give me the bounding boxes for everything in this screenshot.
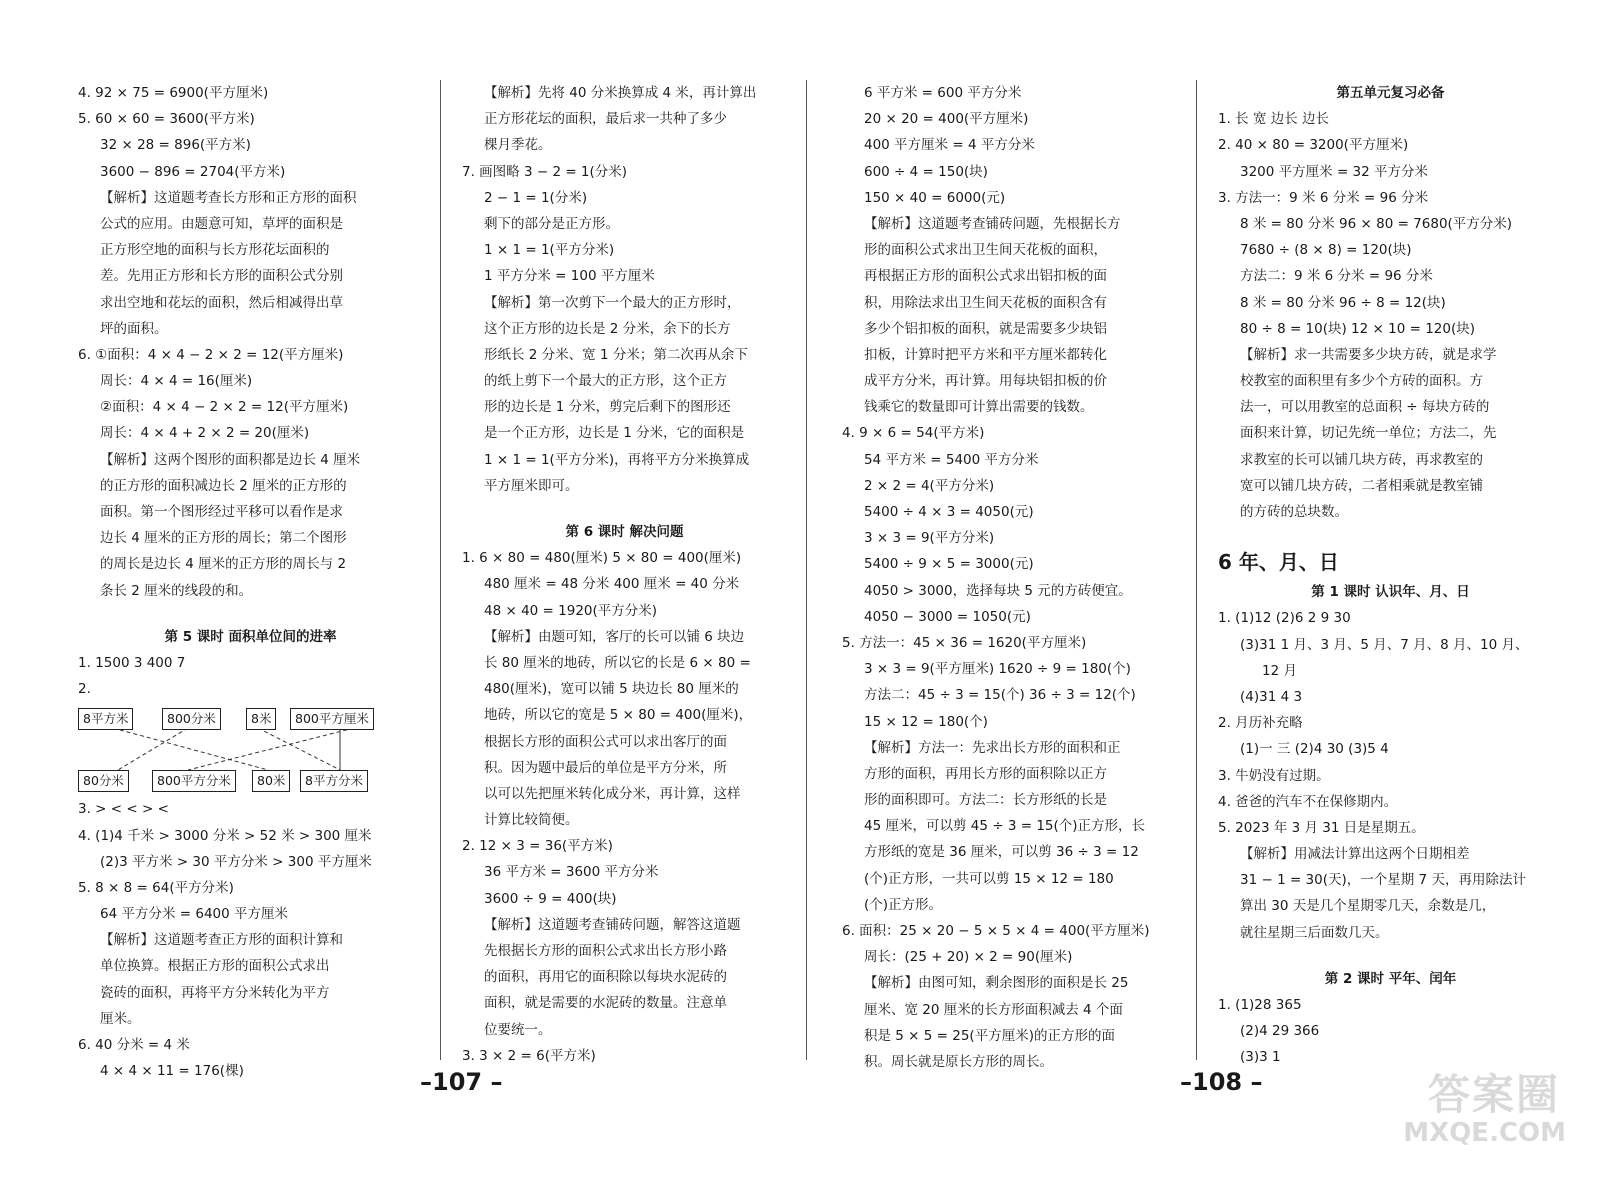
answer-line: 就往星期三后面数几天。	[1240, 924, 1389, 941]
answer-line: 8 米 = 80 分米 96 ÷ 8 = 12(块)	[1240, 294, 1446, 311]
answer-line: (1)一 三 (2)4 30 (3)5 4	[1240, 741, 1389, 758]
answer-line: 80 ÷ 8 = 10(块) 12 × 10 = 120(块)	[1240, 320, 1476, 337]
answer-line: 的面积，再用它的面积除以每块水泥砖的	[484, 969, 727, 986]
answer-line: 条长 2 厘米的线段的和。	[100, 582, 253, 599]
answer-line: 是一个正方形，边长是 1 分米，它的面积是	[484, 425, 745, 442]
matching-figure	[78, 704, 408, 794]
answer-line: 【解析】由题可知，客厅的长可以铺 6 块边	[484, 628, 745, 645]
answer-line: 1 × 1 = 1(平方分米)	[484, 242, 615, 259]
match-box: 8平方分米	[300, 770, 368, 792]
chapter-title-6: 6 年、月、日	[1218, 550, 1339, 575]
page-number-right: –108 –	[1180, 1068, 1263, 1096]
answer-line: 算出 30 天是几个星期零几天，余数是几，	[1240, 898, 1496, 915]
answer-line: 方形的面积，再用长方形的面积除以正方	[864, 765, 1107, 782]
answer-line: 方法二：9 米 6 分米 = 96 分米	[1240, 268, 1433, 285]
section-title-lesson6: 第 6 课时 解决问题	[565, 524, 684, 540]
spacer	[78, 604, 423, 624]
answer-line: 正方形花坛的面积，最后求一共种了多少	[484, 111, 727, 128]
answer-line: 厘米。	[100, 1010, 141, 1027]
answer-line: 6. 40 分米 = 4 米	[78, 1037, 190, 1053]
answer-line: 1. 长 宽 边长 边长	[1218, 111, 1330, 128]
answer-line: 计算比较简便。	[484, 812, 579, 829]
match-box: 8平方米	[78, 708, 133, 730]
section-title-lesson5: 第 5 课时 面积单位间的进率	[164, 628, 337, 645]
answer-line: 31 − 1 = 30(天)，一个星期 7 天，再用除法计	[1240, 872, 1526, 889]
answer-line: 6 平方米 = 600 平方分米	[864, 85, 1022, 101]
answer-line: 再根据正方形的面积公式求出铝扣板的面	[864, 268, 1107, 285]
section-title-ch6-lesson2: 第 2 课时 平年、闰年	[1324, 970, 1457, 987]
match-box: 800分米	[162, 708, 221, 730]
answer-line: 4. (1)4 千米 > 3000 分米 > 52 米 > 300 厘米	[78, 827, 372, 844]
match-box: 80米	[252, 770, 290, 792]
page-number-left: –107 –	[420, 1068, 503, 1096]
answer-line: 5400 ÷ 4 × 3 = 4050(元)	[864, 504, 1034, 520]
match-box: 8米	[246, 708, 276, 730]
answer-line: 这个正方形的边长是 2 分米，余下的长方	[484, 320, 731, 337]
answer-line: 5. 2023 年 3 月 31 日是星期五。	[1218, 819, 1425, 836]
answer-line: 积。周长就是原长方形的周长。	[864, 1053, 1053, 1070]
answer-line: 周长：(25 + 20) × 2 = 90(厘米)	[864, 949, 1073, 966]
answer-line: 方法二：45 ÷ 3 = 15(个) 36 ÷ 3 = 12(个)	[864, 687, 1136, 704]
answer-line: 5. 60 × 60 = 3600(平方米)	[78, 111, 255, 128]
answer-line: 以可以先把厘米转化成分米，再计算，这样	[484, 785, 741, 802]
answer-line: 6. ①面积：4 × 4 − 2 × 2 = 12(平方厘米)	[78, 346, 344, 363]
answer-line: 2 × 2 = 4(平方分米)	[864, 477, 995, 494]
answer-line: 积。因为题中最后的单位是平方分米，所	[484, 759, 727, 776]
answer-line: 【解析】求一共需要多少块方砖，就是求学	[1240, 346, 1497, 363]
answer-line: 边长 4 厘米的正方形的周长；第二个图形	[100, 530, 347, 547]
col3-lines	[842, 80, 1187, 1075]
answer-line: 根据长方形的面积公式可以求出客厅的面	[484, 733, 727, 750]
answer-line: 480(厘米)，宽可以铺 5 块边长 80 厘米的	[484, 681, 739, 698]
answer-line: 3. 方法一：9 米 6 分米 = 96 分米	[1218, 189, 1429, 206]
answer-line: (个)正方形。	[864, 896, 943, 913]
answer-line: 15 × 12 = 180(个)	[864, 713, 988, 730]
answer-line: 【解析】由图可知，剩余图形的面积是长 25	[864, 975, 1129, 992]
answer-line: 5. 方法一：45 × 36 = 1620(平方厘米)	[842, 634, 1087, 651]
answer-line: 的纸上剪下一个最大的正方形，这个正方	[484, 373, 727, 390]
answer-line: 480 厘米 = 48 分米 400 厘米 = 40 分米	[484, 576, 740, 593]
answer-line: 6. 面积：25 × 20 − 5 × 5 × 4 = 400(平方厘米)	[842, 923, 1150, 939]
answer-line: 3200 平方厘米 = 32 平方分米	[1240, 163, 1429, 180]
answer-line: 4. 92 × 75 = 6900(平方厘米)	[78, 85, 269, 101]
answer-line: 公式的应用。由题意可知，草坪的面积是	[100, 215, 343, 232]
answer-line: 7. 画图略 3 − 2 = 1(分米)	[462, 163, 628, 180]
answer-line: 成平方分米，再计算。用每块铝扣板的价	[864, 373, 1107, 390]
answer-line: 面积。第一个图形经过平移可以看作是求	[100, 504, 343, 520]
answer-line: 3600 ÷ 9 = 400(块)	[484, 890, 617, 907]
column-divider-1	[440, 80, 441, 1060]
answer-line: 的周长是边长 4 厘米的正方形的周长与 2	[100, 556, 347, 573]
match-box: 800平方厘米	[290, 708, 374, 730]
answer-line: 1. (1)12 (2)6 2 9 30	[1218, 610, 1351, 627]
col2a-lines	[462, 80, 787, 499]
answer-line: 厘米、宽 20 厘米的长方形面积减去 4 个面	[864, 1001, 1123, 1018]
answer-line: 扣板，计算时把平方米和平方厘米都转化	[864, 346, 1107, 363]
answer-line: 形纸长 2 分米、宽 1 分米；第二次再从余下	[484, 346, 748, 363]
answer-line: 剩下的部分是正方形。	[484, 215, 619, 232]
answer-line: 周长：4 × 4 = 16(厘米)	[100, 373, 253, 390]
answer-line: 3 × 3 = 9(平方分米)	[864, 530, 995, 547]
answer-line: 4. 9 × 6 = 54(平方米)	[842, 425, 985, 442]
watermark-url: MXQE.COM	[1403, 1118, 1566, 1148]
answer-line: 4050 > 3000，选择每块 5 元的方砖便宜。	[864, 582, 1132, 599]
column-divider-3	[1196, 80, 1197, 1060]
answer-line: 【解析】这道题考查铺砖问题，先根据长方	[864, 215, 1121, 232]
answer-line: 20 × 20 = 400(平方厘米)	[864, 111, 1029, 128]
answer-line: 1. 1500 3 400 7	[78, 654, 186, 671]
answer-line: 位要统一。	[484, 1021, 552, 1038]
answer-line: 4050 − 3000 = 1050(元)	[864, 608, 1031, 625]
answer-line: 54 平方米 = 5400 平方分米	[864, 451, 1039, 468]
answer-line: 2. 月历补充略	[1218, 715, 1303, 732]
column-1	[78, 80, 423, 1084]
match-box: 80分米	[78, 770, 129, 792]
answer-line: 8 米 = 80 分米 96 × 80 = 7680(平方分米)	[1240, 215, 1513, 232]
answer-line: 先根据长方形的面积公式求出长方形小路	[484, 943, 727, 959]
answer-line: 48 × 40 = 1920(平方分米)	[484, 602, 658, 619]
column-divider-2	[806, 80, 807, 1060]
answer-line: 【解析】先将 40 分米换算成 4 米，再计算出	[484, 85, 757, 101]
answer-line: 周长：4 × 4 + 2 × 2 = 20(厘米)	[100, 425, 310, 442]
col4c-lines	[1218, 992, 1563, 1071]
column-3	[842, 80, 1187, 1075]
watermark-logo: 答案圈	[1427, 1070, 1560, 1119]
answer-line: 64 平方分米 = 6400 平方厘米	[100, 906, 289, 923]
answer-line: 3. 牛奶没有过期。	[1218, 767, 1330, 784]
answer-line: 钱乘它的数量即可计算出需要的钱数。	[864, 399, 1094, 416]
answer-line: 2. 12 × 3 = 36(平方米)	[462, 838, 613, 855]
answer-line: (2)3 平方米 > 30 平方分米 > 300 平方厘米	[100, 853, 372, 870]
answer-line: 宽可以铺几块方砖，二者相乘就是教室铺	[1240, 477, 1483, 494]
answer-line: 坪的面积。	[100, 320, 168, 337]
answer-line: 棵月季花。	[484, 137, 552, 154]
answer-line: 法一，可以用教室的总面积 ÷ 每块方砖的	[1240, 399, 1490, 416]
answer-line: 1 平方分米 = 100 平方厘米	[484, 268, 655, 285]
answer-line: 36 平方米 = 3600 平方分米	[484, 864, 659, 881]
answer-line: 平方厘米即可。	[484, 477, 579, 494]
answer-line: 2. 40 × 80 = 3200(平方厘米)	[1218, 137, 1409, 154]
spacer	[1218, 946, 1563, 966]
answer-line: 2 − 1 = 1(分米)	[484, 189, 588, 206]
answer-line: 【解析】这道题考查铺砖问题，解答这道题	[484, 916, 741, 933]
answer-line: 32 × 28 = 896(平方米)	[100, 137, 251, 154]
spacer	[1218, 525, 1563, 545]
answer-line: 1. (1)28 365	[1218, 997, 1302, 1013]
answer-line: 5. 8 × 8 = 64(平方分米)	[78, 879, 234, 896]
answer-line: 形的面积公式求出卫生间天花板的面积，	[864, 242, 1107, 259]
answer-line: 长 80 厘米的地砖，所以它的长是 6 × 80 =	[484, 654, 751, 671]
answer-line: 的方砖的总块数。	[1240, 504, 1348, 520]
col4b-lines	[1218, 605, 1563, 945]
answer-line: 求出空地和花坛的面积，然后相减得出草	[100, 294, 343, 311]
col4a-lines	[1218, 106, 1563, 525]
answer-line: 1. 6 × 80 = 480(厘米) 5 × 80 = 400(厘米)	[462, 550, 742, 567]
answer-line: 差。先用正方形和长方形的面积公式分别	[100, 268, 343, 285]
answer-line: (个)正方形，一共可以剪 15 × 12 = 180	[864, 870, 1114, 887]
column-2	[462, 80, 787, 1069]
answer-line: 4 × 4 × 11 = 176(棵)	[100, 1063, 244, 1080]
answer-line: 【解析】方法一：先求出长方形的面积和正	[864, 739, 1121, 756]
answer-line: 单位换算。根据正方形的面积公式求出	[100, 958, 330, 975]
answer-line: 积，用除法求出卫生间天花板的面积含有	[864, 294, 1107, 311]
answer-line: 形的面积即可。方法二：长方形纸的长是	[864, 792, 1107, 809]
match-box: 800平方分米	[152, 770, 236, 792]
answer-line: 12 月	[1262, 662, 1297, 679]
answer-line: 【解析】这道题考查长方形和正方形的面积	[100, 189, 357, 206]
section-title-ch6-lesson1: 第 1 课时 认识年、月、日	[1311, 584, 1470, 601]
answer-line: 【解析】这道题考查正方形的面积计算和	[100, 932, 343, 949]
section-title-unit5-review: 第五单元复习必备	[1336, 85, 1445, 101]
column-4	[1218, 80, 1563, 1071]
answer-line: 瓷砖的面积，再将平方分米转化为平方	[100, 984, 330, 1001]
answer-line: 【解析】第一次剪下一个最大的正方形时，	[484, 294, 741, 311]
answer-line: 2.	[78, 681, 91, 698]
col1-lines	[78, 80, 423, 604]
answer-line: 3600 − 896 = 2704(平方米)	[100, 163, 286, 180]
answer-line: 求教室的长可以铺几块方砖，再求教室的	[1240, 451, 1483, 468]
answer-line: 积是 5 × 5 = 25(平方厘米)的正方形的面	[864, 1027, 1115, 1044]
col1b-lines	[78, 823, 423, 1085]
answer-line: 7680 ÷ (8 × 8) = 120(块)	[1240, 242, 1412, 259]
answer-line: 400 平方厘米 = 4 平方分米	[864, 137, 1035, 154]
answer-line: 1 × 1 = 1(平方分米)，再将平方分米换算成	[484, 451, 750, 468]
answer-line: 【解析】这两个图形的面积都是边长 4 厘米	[100, 451, 361, 468]
answer-line: (3)31 1 月、3 月、5 月、7 月、8 月、10 月、	[1240, 636, 1529, 653]
answer-line: (4)31 4 3	[1240, 688, 1303, 705]
answer-line: 【解析】用减法计算出这两个日期相差	[1240, 846, 1470, 863]
answer-line: 4. 爸爸的汽车不在保修期内。	[1218, 793, 1398, 810]
answer-line: 面积，就是需要的水泥砖的数量。注意单	[484, 995, 727, 1012]
answer-line: 3. 3 × 2 = 6(平方米)	[462, 1047, 596, 1064]
answer-line: 的正方形的面积减边长 2 厘米的正方形的	[100, 477, 347, 494]
answer-line: 600 ÷ 4 = 150(块)	[864, 163, 988, 180]
answer-line: 多少个铝扣板的面积，就是需要多少块铝	[864, 320, 1107, 337]
answer-line: 3 × 3 = 9(平方厘米) 1620 ÷ 9 = 180(个)	[864, 661, 1131, 678]
answer-line: 方形纸的宽是 36 厘米，可以剪 36 ÷ 3 = 12	[864, 844, 1139, 861]
answer-line: 校教室的面积里有多少个方砖的面积。方	[1240, 373, 1483, 390]
answer-line: 150 × 40 = 6000(元)	[864, 189, 1006, 206]
answer-line: 45 厘米，可以剪 45 ÷ 3 = 15(个)正方形，长	[864, 818, 1146, 835]
answer-line: ②面积：4 × 4 − 2 × 2 = 12(平方厘米)	[100, 399, 349, 416]
answer-line: (2)4 29 366	[1240, 1023, 1320, 1040]
answer-line: 正方形空地的面积与长方形花坛面积的	[100, 242, 330, 259]
answer-line: 地砖，所以它的宽是 5 × 80 = 400(厘米)，	[484, 707, 753, 724]
answer-line: 5400 ÷ 9 × 5 = 3000(元)	[864, 556, 1034, 573]
answer-line: (3)3 1	[1240, 1049, 1281, 1066]
answer-line: 形的边长是 1 分米，剪完后剩下的图形还	[484, 399, 731, 416]
answer-line: 3. > < < > <	[78, 801, 169, 818]
col2b-lines	[462, 545, 787, 1069]
answer-line: 面积来计算，切记先统一单位；方法二，先	[1240, 425, 1497, 442]
spacer	[462, 499, 787, 519]
